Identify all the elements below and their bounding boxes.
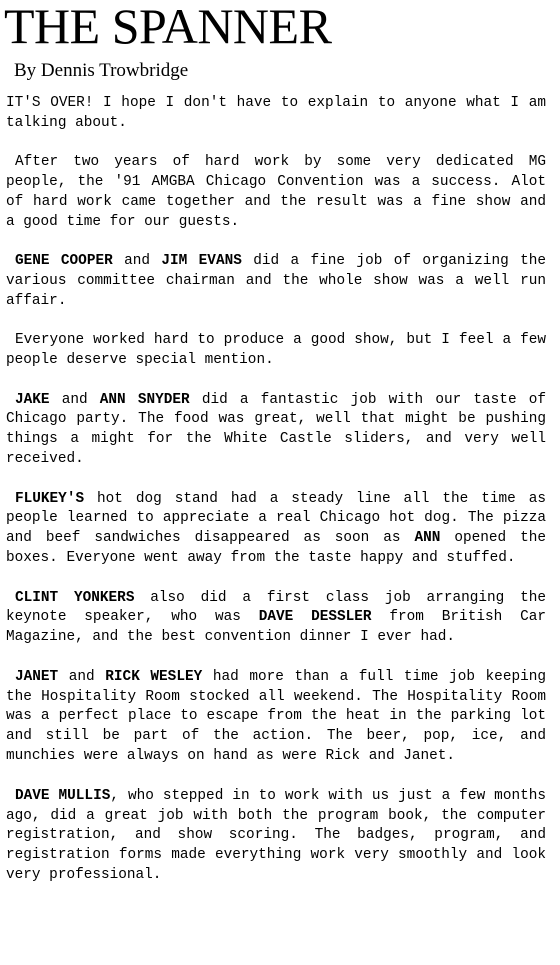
article-title: THE SPANNER	[4, 0, 332, 54]
article-paragraph: CLINT YONKERS also did a first class job arranging the keynote speaker, who was DAVE DESSLER from British Car Magazine, and the best convention dinner I ever had.	[6, 589, 546, 646]
article-paragraph: IT'S OVER! I hope I don't have to explain to anyone what I am talking about.	[6, 95, 546, 131]
highlighted-name: ANN	[414, 530, 441, 547]
highlighted-name: JANET	[15, 668, 59, 685]
article-paragraph: DAVE MULLIS, who stepped in to work with us just a few months ago, did a great job with both the program book, the computer registration, and show scoring. The badges, program, and registration forms made everything work very smoothly and look very professional.	[6, 787, 547, 884]
highlighted-name: DAVE DESSLER	[258, 609, 372, 626]
highlighted-name: JAKE	[15, 391, 50, 408]
highlighted-name: DAVE MULLIS	[15, 787, 111, 804]
highlighted-name: FLUKEY'S	[15, 490, 85, 507]
highlighted-name: GENE COOPER	[15, 253, 113, 270]
article-paragraph: Everyone worked hard to produce a good show, but I feel a few people deserve special mention.	[6, 332, 546, 369]
article-paragraph: GENE COOPER and JIM EVANS did a fine job of organizing the various committee chairman and the whole show was a well run affair.	[6, 253, 546, 310]
highlighted-name: CLINT YONKERS	[15, 589, 135, 606]
article-paragraph: After two years of hard work by some very dedicated MG people, the '91 AMGBA Chicago Convention was a success. Alot of hard work came together and the result was a fine show and a good time for our guests.	[6, 154, 546, 230]
article-byline: By Dennis Trowbridge	[14, 60, 189, 81]
highlighted-name: JIM EVANS	[161, 253, 242, 270]
highlighted-name: RICK WESLEY	[105, 668, 203, 685]
article-paragraph: JAKE and ANN SNYDER did a fantastic job with our taste of Chicago party. The food was great, well that might be pushing things a might for the White Castle sliders, and very well received.	[6, 391, 547, 468]
article-body	[6, 94, 546, 906]
article-paragraph: JANET and RICK WESLEY had more than a full time job keeping the Hospitality Room stocked all weekend. The Hospitality Room was a perfect place to escape from the heat in the parking lot and still be part of the action. The beer, pop, ice, and munchies were always on hand as were Rick and Janet.	[6, 668, 546, 765]
highlighted-name: ANN SNYDER	[99, 391, 190, 408]
article-paragraph: FLUKEY'S hot dog stand had a steady line all the time as people learned to appreciate a real Chicago hot dog. The pizza and beef sandwiches disappeared as soon as ANN opened the boxes. Everyone went away from the taste happy and stuffed.	[6, 490, 546, 567]
